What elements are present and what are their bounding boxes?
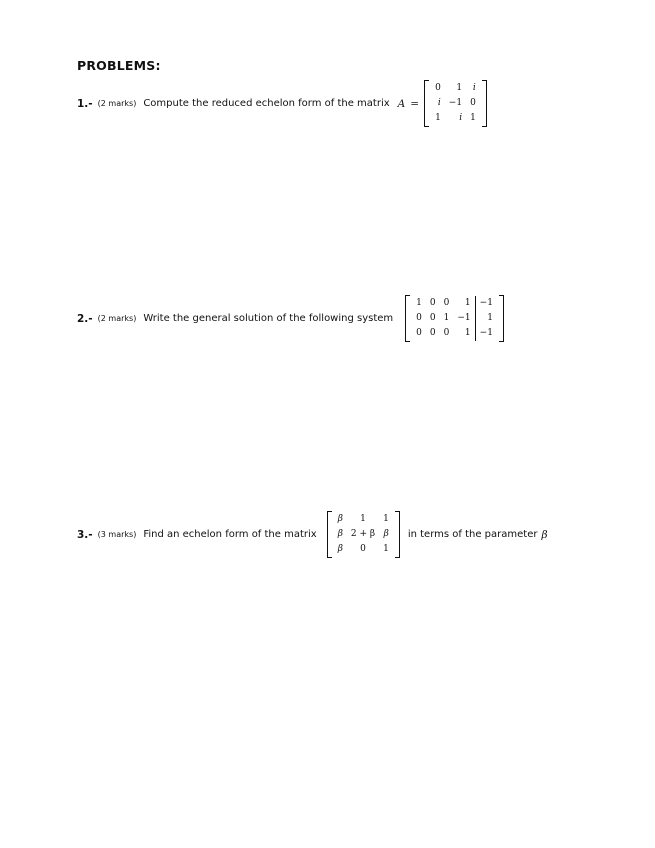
problem-text: Write the general solution of the following system: [143, 313, 394, 324]
matrix-row: [412, 311, 497, 326]
matrix-row: [431, 111, 480, 126]
matrix-cell: 0: [429, 298, 436, 308]
matrix-cell: 1: [416, 298, 422, 308]
matrix-row: [334, 512, 393, 527]
matrix-cell: i: [472, 83, 476, 93]
page-heading: PROBLEMS:: [77, 58, 161, 73]
matrix-cell: 1: [435, 113, 441, 123]
matrix-cell: 0: [360, 544, 366, 554]
matrix-cell: 1: [464, 298, 471, 308]
problem-2: [77, 295, 510, 342]
matrix-name: A: [397, 97, 406, 110]
matrix-cell: −1: [457, 313, 471, 323]
problem-number: 1.-: [77, 97, 93, 110]
matrix-cell: 1: [360, 514, 366, 524]
matrix-cell: 1: [383, 544, 389, 554]
matrix-cell: 0: [443, 328, 450, 338]
matrix-cell: 0: [416, 328, 422, 338]
equals-sign: =: [410, 97, 420, 110]
matrix-cell: β: [337, 514, 343, 524]
matrix-row: [431, 96, 480, 111]
problem-tail-text: in terms of the parameter: [407, 529, 538, 540]
matrix-cell: 1: [470, 113, 476, 123]
matrix-cell: 0: [443, 298, 450, 308]
matrix-cell: 1: [383, 514, 389, 524]
matrix-cell: 0: [429, 313, 436, 323]
problem-marks: (2 marks): [97, 99, 137, 108]
matrix-cell: −1: [475, 296, 497, 311]
matrix-cell: i: [437, 98, 441, 108]
problem-number: 3.-: [77, 528, 93, 541]
matrix-row: [334, 527, 393, 542]
problem-text: Find an echelon form of the matrix: [143, 529, 317, 540]
matrix-cell: 0: [435, 83, 441, 93]
matrix-cell: β: [337, 529, 343, 539]
matrix-cell: 0: [416, 313, 422, 323]
matrix-a: [424, 80, 487, 127]
matrix-cell: 1: [475, 311, 497, 326]
matrix-row: [334, 542, 393, 557]
matrix-row: [431, 81, 480, 96]
problem-1: [77, 80, 493, 127]
problem-text: Compute the reduced echelon form of the matrix: [143, 98, 390, 109]
matrix-cell: −1: [448, 98, 463, 108]
augmented-matrix: [405, 295, 504, 342]
parameter-matrix: [327, 511, 400, 558]
matrix-row: [412, 326, 497, 341]
problem-marks: (2 marks): [97, 314, 137, 323]
matrix-cell: −1: [475, 326, 497, 341]
problem-3: [77, 511, 548, 558]
matrix-cell: 1: [464, 328, 471, 338]
matrix-cell: 0: [470, 98, 476, 108]
matrix-cell: 0: [429, 328, 436, 338]
matrix-cell: 1: [456, 83, 463, 93]
matrix-cell: i: [459, 113, 463, 123]
matrix-cell: 1: [443, 313, 450, 323]
problem-marks: (3 marks): [97, 530, 137, 539]
matrix-cell: β: [337, 544, 343, 554]
matrix-cell: 2 + β: [350, 529, 376, 539]
matrix-row: [412, 296, 497, 311]
problem-number: 2.-: [77, 312, 93, 325]
matrix-cell: β: [383, 529, 389, 539]
parameter-symbol: β: [541, 528, 548, 541]
